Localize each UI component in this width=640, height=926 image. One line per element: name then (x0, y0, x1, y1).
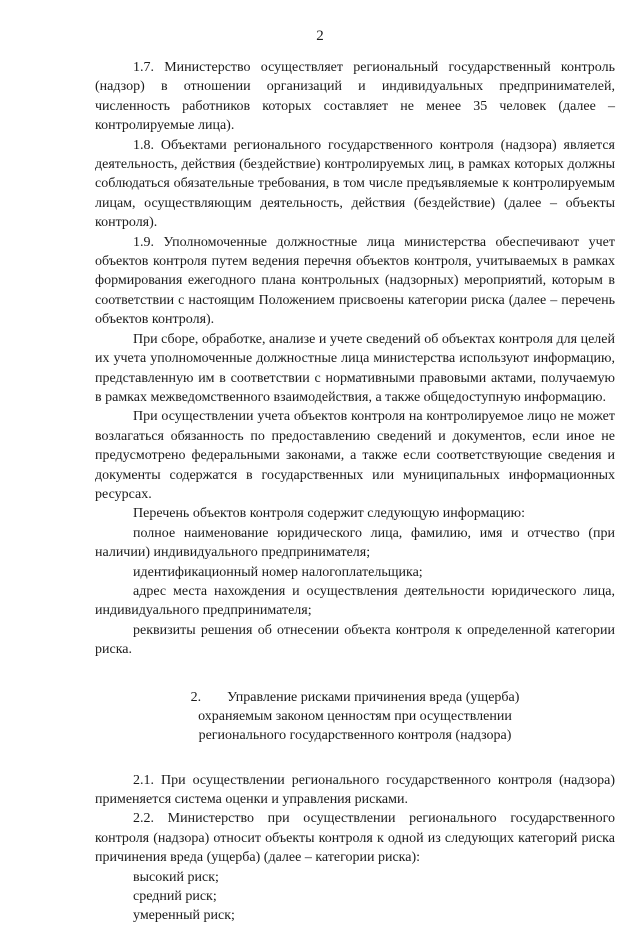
section-title-part-1: Управление рисками причинения вреда (ущерба) (227, 689, 520, 705)
list-item-name: полное наименование юридического лица, фамилию, имя и отчество (при наличии) индивидуального предпринимателя; (95, 525, 615, 561)
page-number: 2 (316, 28, 324, 44)
paragraph-data-collection: При сборе, обработке, анализе и учете сведений об объектах контроля для целей их учета уполномоченные должностные лица министерства используют информацию, представленную им в соответствии с нормативными правовыми актами, получаемую в рамках межведомственного взаимодействия, а также общедоступную информацию. (95, 331, 615, 405)
paragraph-2-2: 2.2. Министерство при осуществлении регионального государственного контроля (надзора) относит объекты контроля к одной из следующих категорий риска причинения вреда (ущерба) (далее – категории риска): (95, 811, 615, 866)
list-item-inn: идентификационный номер налогоплательщика; (133, 564, 423, 580)
paragraph-no-obligation: При осуществлении учета объектов контроля на контролируемое лицо не может возлагаться обязанность по предоставлению сведений и документов, если иное не предусмотрено федеральными законами, а также если соответствующие сведения и документы содержатся в государственных или муниципальных информационных ресурсах. (95, 409, 615, 502)
list-item-address: адрес места нахождения и осуществления деятельности юридического лица, индивидуального предпринимателя; (95, 583, 615, 619)
list-item-decision: реквизиты решения об отнесении объекта контроля к определенной категории риска. (95, 622, 615, 658)
paragraph-2-1: 2.1. При осуществлении регионального государственного контроля (надзора) применяется система оценки и управления рисками. (95, 772, 615, 807)
section-heading-line-3: регионального государственного контроля (надзора) (198, 727, 512, 743)
paragraph-list-intro: Перечень объектов контроля содержит следующую информацию: (133, 506, 525, 522)
paragraph-1-8: 1.8. Объектами регионального государственного контроля (надзора) является деятельность, действия (бездействие) контролируемых лиц, в рамках которых должны соблюдаться обязательные требования, в том числе предъявляемые к контролируемым лицам, осуществляющим деятельность, действия (бездействие) (далее – объекты контроля). (95, 137, 615, 231)
section-heading-line-2: охраняемым законом ценностям при осуществлении (198, 708, 512, 724)
section-number: 2. (190, 689, 202, 705)
risk-category-moderate: умеренный риск; (133, 908, 235, 924)
section-heading-line-1 (95, 688, 615, 707)
paragraph-1-9: 1.9. Уполномоченные должностные лица министерства обеспечивают учет объектов контроля путем ведения перечня объектов контроля, учитываемых в рамках формирования ежегодного плана контрольных (надзорных) мероприятий, которым в соответствии с настоящим Положением присвоены категории риска (далее – перечень объектов контроля). (95, 234, 615, 328)
body-text (95, 58, 615, 926)
paragraph-1-7: 1.7. Министерство осуществляет региональный государственный контроль (надзор) в отношении организаций и индивидуальных предпринимателей, численность работников которых составляет не менее 35 человек (далее – контролируемые лица). (95, 60, 615, 134)
risk-category-high: высокий риск; (133, 869, 219, 885)
risk-category-medium: средний риск; (133, 889, 217, 905)
section-2-heading (95, 688, 615, 745)
